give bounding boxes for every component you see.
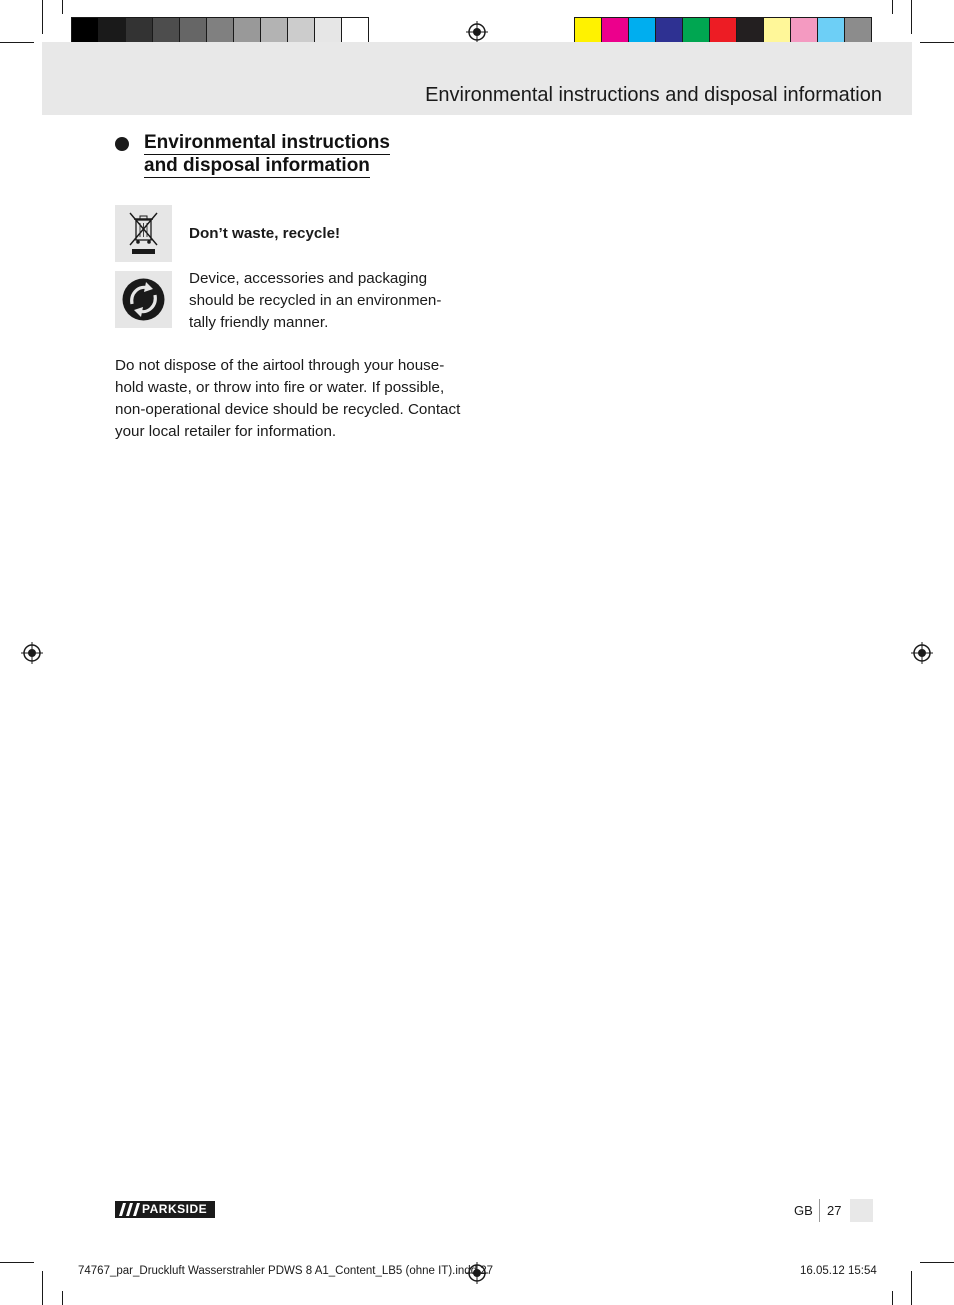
page-number-box <box>850 1199 873 1222</box>
logo-stripes-icon <box>119 1203 141 1216</box>
paragraph-recycle <box>189 268 441 334</box>
registration-mark-icon <box>466 21 488 43</box>
divider <box>819 1199 820 1222</box>
section-title <box>144 132 390 178</box>
recycling-arrows-icon <box>115 271 172 328</box>
crop-mark <box>0 1262 34 1263</box>
parkside-logo <box>115 1201 215 1218</box>
slug-file-info: 74767_par_Druckluft Wasserstrahler PDWS 8 A1_Content_LB5 (ohne IT).indd 27 <box>78 1265 494 1277</box>
crop-mark <box>911 1271 912 1305</box>
page-number: 27 <box>827 1203 842 1218</box>
text-line: Device, accessories and packaging <box>189 270 428 287</box>
crop-mark <box>62 1291 63 1305</box>
crop-mark <box>42 1271 43 1305</box>
logo-text: PARKSIDE <box>142 1202 208 1216</box>
text-line: tally friendly manner. <box>189 314 329 331</box>
bullet-icon <box>115 137 129 151</box>
text-line: should be recycled in an environmen- <box>189 292 442 309</box>
crop-mark <box>42 0 43 34</box>
crop-mark <box>62 0 63 14</box>
section-title-line: and disposal information <box>144 155 370 176</box>
text-line: hold waste, or throw into fire or water. If possible, <box>115 379 445 396</box>
crossed-out-bin-icon <box>115 205 172 262</box>
registration-mark-icon <box>21 642 43 664</box>
crop-mark <box>911 0 912 34</box>
crop-mark <box>920 42 954 43</box>
page-header-title: Environmental instructions and disposal information <box>425 84 882 106</box>
slug-date-info: 16.05.12 15:54 <box>800 1265 877 1277</box>
registration-mark-icon <box>911 642 933 664</box>
crop-mark <box>892 0 893 14</box>
language-code: GB <box>794 1203 813 1218</box>
crop-mark <box>892 1291 893 1305</box>
section-title-line: Environmental instructions <box>144 132 390 153</box>
crop-mark <box>920 1262 954 1263</box>
bold-heading: Don’t waste, recycle! <box>189 225 341 242</box>
paragraph-disposal <box>115 355 460 443</box>
crop-mark <box>0 42 34 43</box>
text-line: non-operational device should be recycled. Contact <box>115 401 461 418</box>
text-line: your local retailer for information. <box>115 423 337 440</box>
text-line: Do not dispose of the airtool through your house- <box>115 357 445 374</box>
